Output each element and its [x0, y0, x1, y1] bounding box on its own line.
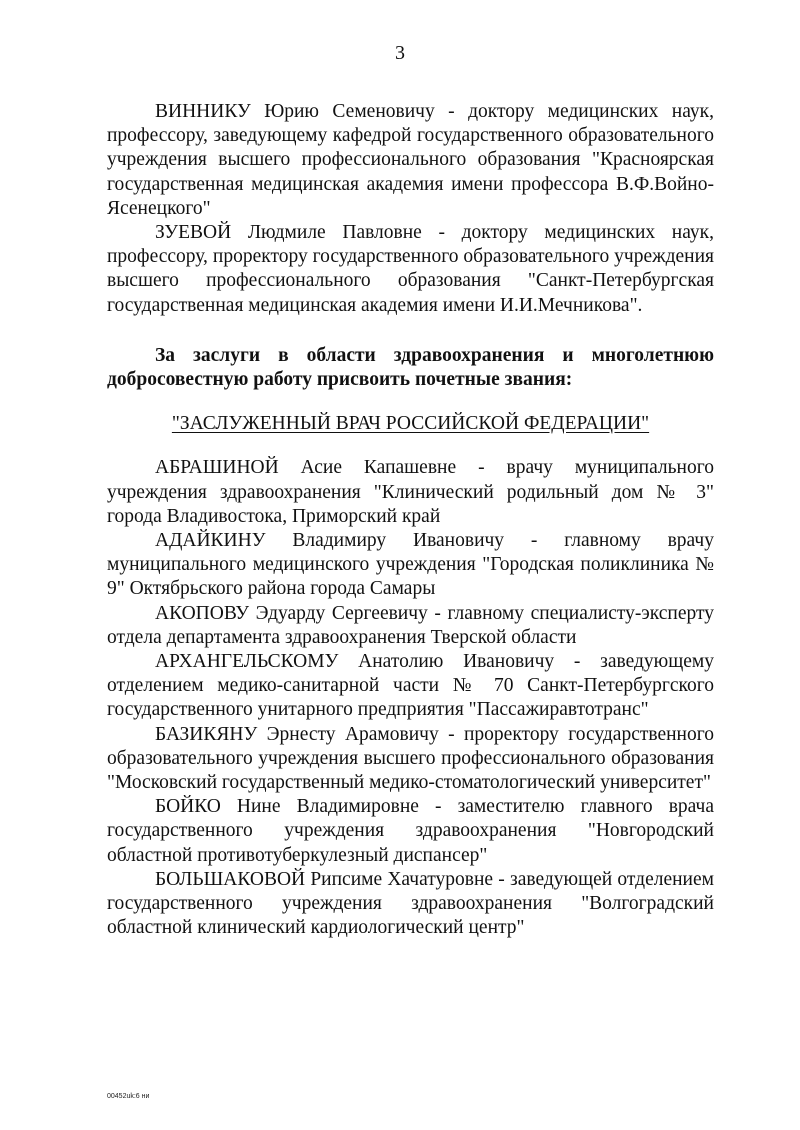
page-number: 3: [395, 42, 405, 64]
award-statement: За заслуги в области здравоохранения и многолетнюю добросовестную работу присвоить почетные звания:: [107, 344, 714, 391]
award-paragraph-akopov: АКОПОВУ Эдуарду Сергеевичу - главному специалисту-эксперту отдела департамента здравоохранения Тверской области: [107, 602, 714, 648]
document-body: [107, 100, 714, 941]
award-paragraph-bolshakova: БОЛЬШАКОВОЙ Рипсиме Хачатуровне - заведующей отделением государственного учреждения здравоохранения "Волгоградский областной клинический кардиологический центр": [107, 868, 714, 939]
award-paragraph-arkhangelsky: АРХАНГЕЛЬСКОМУ Анатолию Ивановичу - заведующему отделением медико-санитарной части № 70 Санкт-Петербургского государственного унитарного предприятия "Пассажиравтотранс": [107, 651, 714, 721]
award-paragraph-abrashina: АБРАШИНОЙ Асие Капашевне - врачу муниципального учреждения здравоохранения "Клинический родильный дом № 3" города Владивостока, Приморский край: [107, 457, 714, 527]
honorary-title-heading: "ЗАСЛУЖЕННЫЙ ВРАЧ РОССИЙСКОЙ ФЕДЕРАЦИИ": [171, 413, 650, 435]
award-paragraph-vinnik: ВИННИКУ Юрию Семеновичу - доктору медицинских наук, профессору, заведующему кафедрой государственного образовательного учреждения высшего профессионального образования "Красноярская государственная медицинская академия имени профессора В.Ф.Войно-Ясенецкого": [107, 101, 714, 219]
document-code: 00452uk:6 ни: [107, 1093, 150, 1100]
award-paragraph-adaykin: АДАЙКИНУ Владимиру Ивановичу - главному врачу муниципального медицинского учреждения "Городская поликлиника № 9" Октябрьского района города Самары: [107, 530, 714, 600]
award-paragraph-boyko: БОЙКО Нине Владимировне - заместителю главного врача государственного учреждения здравоохранения "Новгородский областной противотуберкулезный диспансер": [107, 796, 714, 866]
award-paragraph-zueva: ЗУЕВОЙ Людмиле Павловне - доктору медицинских наук, профессору, проректору государственного образовательного учреждения высшего профессионального образования "Санкт-Петербургская государственная медицинская академия имени И.И.Мечникова".: [107, 222, 714, 316]
award-paragraph-bazikyan: БАЗИКЯНУ Эрнесту Арамовичу - проректору государственного образовательного учреждения высшего профессионального образования "Московский государственный медико-стоматологический университет": [107, 723, 714, 794]
